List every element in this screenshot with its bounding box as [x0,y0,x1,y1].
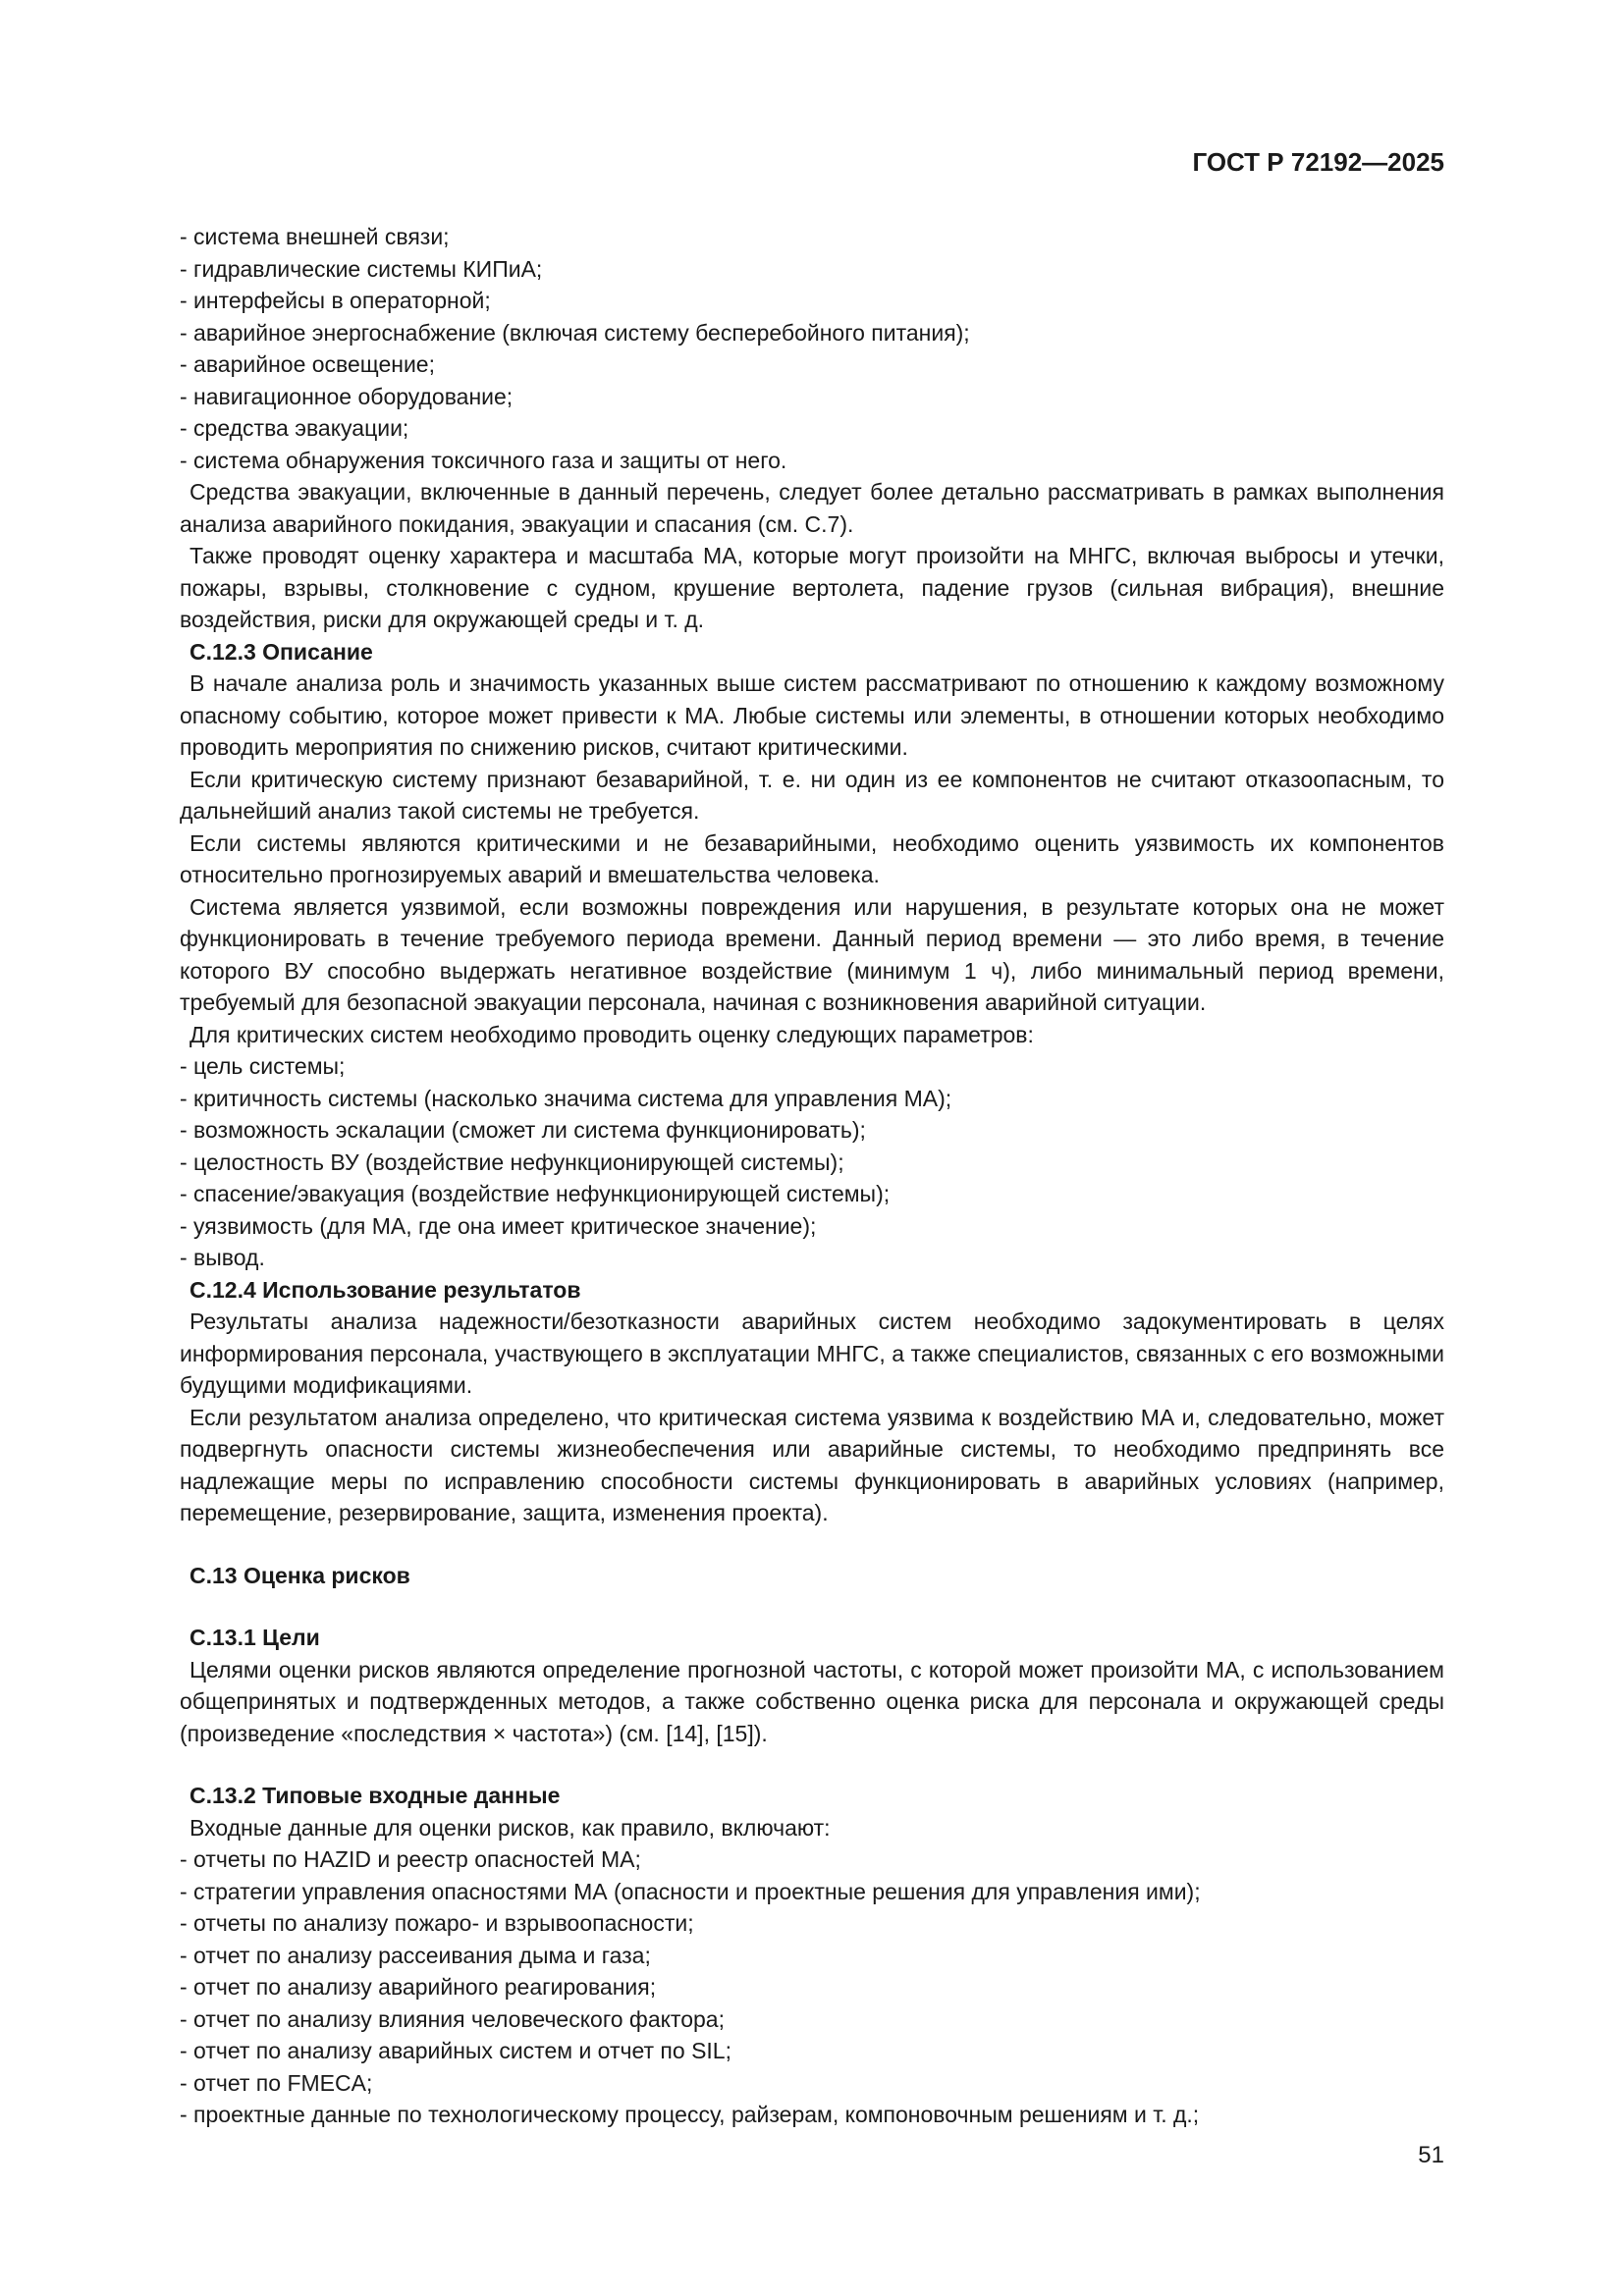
list-item: - интерфейсы в операторной; [180,288,491,313]
page-number: 51 [1418,2142,1444,2168]
document-body [180,221,1444,2131]
paragraph: Если результатом анализа определено, что критическая система уязвима к воздействию МА и, следовательно, может подвергнуть опасности системы жизнеобеспечения или аварийные системы, то необходимо предпринять все надлежащие меры по исправлению способности системы функционировать в аварийных условиях (например, перемещение, резервирование, защита, изменения проекта). [180,1404,1444,1525]
section-heading: С.12.4 Использование результатов [189,1276,581,1303]
list-item: - возможность эскалации (сможет ли система функционировать); [180,1117,866,1143]
paragraph: Средства эвакуации, включенные в данный перечень, следует более детально рассматривать в рамках выполнения анализа аварийного покидания, эвакуации и спасания (см. С.7). [180,479,1444,537]
list-item: - средства эвакуации; [180,415,409,441]
section-heading: С.13 Оценка рисков [189,1562,410,1588]
list-item: - отчеты по HAZID и реестр опасностей МА; [180,1846,641,1872]
list-item: - система обнаружения токсичного газа и защиты от него. [180,447,787,473]
list-item: - проектные данные по технологическому процессу, райзерам, компоновочным решениям и т. д.; [180,2102,1200,2127]
paragraph: Если системы являются критическими и не безаварийными, необходимо оценить уязвимость их компонентов относительно прогнозируемых аварий и вмешательства человека. [180,829,1444,887]
list-item: - целостность ВУ (воздействие нефункционирующей системы); [180,1148,844,1175]
list-item: - стратегии управления опасностями МА (опасности и проектные решения для управления ими); [180,1878,1201,1904]
list-item: - гидравлические системы КИПиА; [180,255,543,282]
list-item: - цель системы; [180,1053,346,1079]
list-item: - отчеты по анализу пожаро- и взрывоопасности; [180,1910,694,1936]
list-item: - спасение/эвакуация (воздействие нефункционирующей системы); [180,1181,891,1206]
list-item: - отчет по анализу аварийных систем и отчет по SIL; [180,2038,731,2063]
list-item: - вывод. [180,1245,265,1270]
section-heading: С.13.2 Типовые входные данные [189,1783,561,1808]
list-item: - отчет по анализу рассеивания дыма и газа; [180,1942,651,1968]
section-heading: С.13.1 Цели [189,1625,320,1650]
list-item: - навигационное оборудование; [180,383,514,409]
list-item: - отчет по FMECA; [180,2069,373,2096]
list-item: - система внешней связи; [180,224,450,249]
paragraph: Результаты анализа надежности/безотказности аварийных систем необходимо задокументировать в целях информирования персонала, участвующего в эксплуатации МНГС, а также специалистов, связанных с его возможными будущими модификациями. [180,1308,1444,1398]
list-item: - отчет по анализу аварийного реагирования; [180,1974,657,2000]
paragraph: Для критических систем необходимо проводить оценку следующих параметров: [189,1021,1034,1047]
paragraph: Если критическую систему признают безаварийной, т. е. ни один из ее компонентов не считают отказоопасным, то дальнейший анализ такой системы не требуется. [180,766,1444,824]
document-header: ГОСТ Р 72192—2025 [1192,147,1444,177]
paragraph: Также проводят оценку характера и масштаба МА, которые могут произойти на МНГС, включая выбросы и утечки, пожары, взрывы, столкновение с судном, крушение вертолета, падение грузов (сильная вибрация), внешние воздействия, риски для окружающей среды и т. д. [180,543,1444,632]
paragraph: В начале анализа роль и значимость указанных выше систем рассматривают по отношению к каждому возможному опасному событию, которое может привести к МА. Любые системы или элементы, в отношении которых необходимо проводить мероприятия по снижению рисков, считают критическими. [180,670,1444,760]
list-item: - уязвимость (для МА, где она имеет критическое значение); [180,1212,817,1239]
list-item: - критичность системы (насколько значима система для управления МА); [180,1085,952,1111]
paragraph: Система является уязвимой, если возможны повреждения или нарушения, в результате которых она не может функционировать в течение требуемого периода времени. Данный период времени — это либо время, в течение которого ВУ способно выдержать негативное воздействие (минимум 1 ч), либо минимальный период времени, требуемый для безопасной эвакуации персонала, начиная с возникновения аварийной ситуации. [180,893,1444,1015]
list-item: - аварийное энергоснабжение (включая систему бесперебойного питания); [180,319,970,346]
paragraph: Целями оценки рисков являются определение прогнозной частоты, с которой может произойти МА, с использованием общепринятых и подтвержденных методов, а также собственно оценка риска для персонала и окружающей среды (произведение «последствия × частота») (см. [14], [15]). [180,1656,1444,1746]
list-item: - отчет по анализу влияния человеческого фактора; [180,2005,725,2032]
list-item: - аварийное освещение; [180,351,435,377]
section-heading: С.12.3 Описание [189,638,373,665]
paragraph: Входные данные для оценки рисков, как правило, включают: [189,1814,831,1841]
